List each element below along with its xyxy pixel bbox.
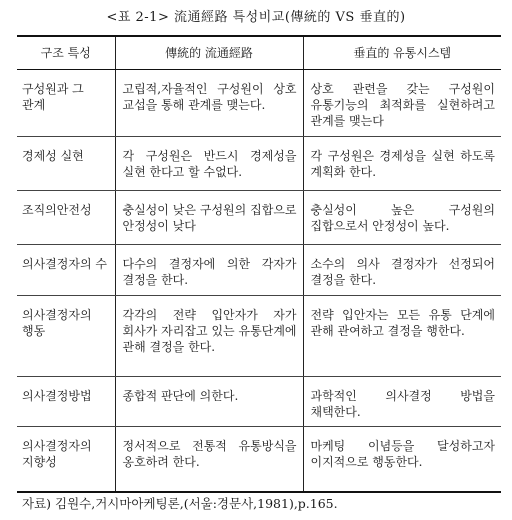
source-note: 자료) 김원수,거시마아케팅론,(서울:경문사,1981),p.165. <box>22 496 338 511</box>
vertical-cell: 마케팅 이념등을 달성하고자 이지적으로 행동한다. <box>310 439 495 469</box>
traditional-cell: 정서적으로 전통적 유통방식을 옹호하려 한다. <box>122 439 297 469</box>
table-header-row <box>17 36 501 70</box>
table-row <box>17 296 501 377</box>
table-row <box>17 137 501 191</box>
table-row <box>17 245 501 296</box>
header-traditional-channel: 傳統的 流通經路 <box>115 36 303 70</box>
table-row <box>17 427 501 493</box>
vertical-cell: 각 구성원은 경제성을 실현 하도록 계획화 한다. <box>310 149 495 179</box>
row-feature-members-relations: 구성원과 그 관계 <box>22 82 84 112</box>
vertical-cell: 상호 관련을 갖는 구성원이 유통기능의 최적화를 실현하려고 관계를 맺는다 <box>310 82 495 128</box>
table-row <box>17 70 501 137</box>
row-feature-decision-maker-orientation: 의사결정자의 지향성 <box>22 439 92 469</box>
traditional-cell: 다수의 결정자에 의한 각자가 결정을 한다. <box>122 257 297 287</box>
traditional-cell: 각각의 전략 입안자가 자가 회사가 자리잡고 있는 유통단계에 관해 결정을 한다. <box>122 308 297 354</box>
vertical-cell: 충실성이 높은 구성원의 집합으로서 안정성이 높다. <box>310 203 495 233</box>
row-feature-organizational-stability: 조직의안전성 <box>22 203 92 217</box>
traditional-cell: 종합적 판단에 의한다. <box>122 389 239 403</box>
row-feature-economic-efficiency: 경제성 실현 <box>22 149 84 163</box>
vertical-cell: 전략 입안자는 모든 유통 단계에 관해 관여하고 결정을 행한다. <box>310 308 495 338</box>
table-row <box>17 191 501 245</box>
row-feature-number-of-decision-makers: 의사결정자의 수 <box>22 257 107 271</box>
row-feature-decision-maker-behavior: 의사결정자의 행동 <box>22 308 92 338</box>
header-structure-feature: 구조 특성 <box>17 36 115 70</box>
header-vertical-system: 垂直的 유통시스템 <box>303 36 501 70</box>
table-row <box>17 377 501 427</box>
row-feature-decision-method: 의사결정방법 <box>22 389 92 403</box>
traditional-cell: 각 구성원은 반드시 경제성을 실현 한다고 할 수없다. <box>122 149 297 179</box>
table-caption: <표 2-1> 流通經路 특성비교(傳統的 VS 垂直的) <box>106 10 406 25</box>
vertical-cell: 소수의 의사 결정자가 선정되어 결정을 한다. <box>310 257 495 287</box>
traditional-cell: 충실성이 낮은 구성원의 집합으로 안정성이 낮다 <box>122 203 297 233</box>
traditional-cell: 고립적,자율적인 구성원이 상호 교섭을 통해 관계를 맺는다. <box>122 82 297 112</box>
vertical-cell: 과학적인 의사결정 방법을 채택한다. <box>310 389 495 419</box>
comparison-table <box>17 35 501 493</box>
